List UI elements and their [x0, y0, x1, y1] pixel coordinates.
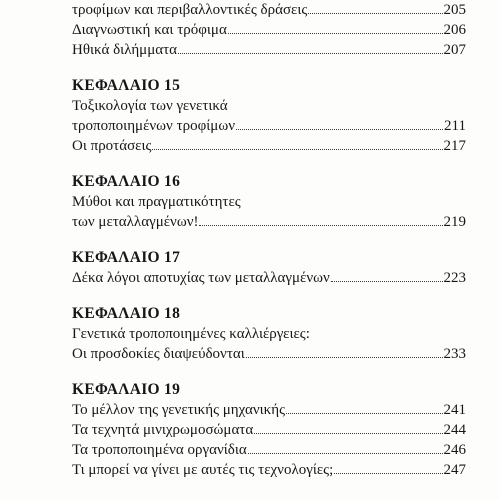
- chapter-section: [72, 304, 466, 364]
- toc-entry: [72, 40, 466, 60]
- dot-leader: [199, 225, 442, 226]
- entry-title: Τι μπορεί να γίνει με αυτές τις τεχνολογίες;: [72, 462, 334, 478]
- toc-entry: [72, 460, 466, 480]
- entry-title: τροφίμων και περιβαλλοντικές δράσεις: [72, 2, 308, 18]
- dot-leader: [286, 413, 442, 414]
- entry-title: Διαγνωστική και τρόφιμα: [72, 22, 227, 38]
- toc-continued-entries: [72, 0, 466, 60]
- entry-title: Το μέλλον της γενετικής μηχανικής: [72, 402, 286, 418]
- entry-title: τροποποιημένων τροφίμων: [72, 118, 235, 134]
- entry-title: Δέκα λόγοι αποτυχίας των μεταλλαγμένων: [72, 270, 330, 286]
- toc-entry: [72, 0, 466, 20]
- chapter-section: [72, 172, 466, 232]
- entry-title: Οι προσδοκίες διαψεύδονται: [72, 346, 245, 362]
- dot-leader: [254, 433, 442, 434]
- chapter-heading: ΚΕΦΑΛΑΙΟ 16: [72, 173, 181, 190]
- toc-entry: [72, 400, 466, 420]
- entry-title-line: Μύθοι και πραγματικότητες: [72, 194, 241, 210]
- page-number: 205: [443, 2, 466, 18]
- toc-entry: [72, 212, 466, 232]
- entry-title: Ηθικά διλήμματα: [72, 42, 178, 58]
- entry-title-line: Τοξικολογία των γενετικά: [72, 98, 228, 114]
- chapter-section: [72, 248, 466, 288]
- dot-leader: [331, 281, 443, 282]
- dot-leader: [178, 53, 442, 54]
- dot-leader: [246, 357, 443, 358]
- page-number: 206: [443, 22, 466, 38]
- dot-leader: [228, 33, 443, 34]
- toc-entry: [72, 136, 466, 156]
- toc-entry: [72, 268, 466, 288]
- dot-leader: [152, 149, 442, 150]
- page-number: 211: [444, 118, 466, 134]
- page-number: 244: [443, 422, 466, 438]
- entry-title: Οι προτάσεις: [72, 138, 152, 154]
- toc-entry: [72, 116, 466, 136]
- chapter-heading: ΚΕΦΑΛΑΙΟ 19: [72, 381, 181, 398]
- chapter-heading: ΚΕΦΑΛΑΙΟ 17: [72, 249, 181, 266]
- toc-entry: [72, 440, 466, 460]
- entry-title: Τα τεχνητά μινιχρωμοσώματα: [72, 422, 254, 438]
- table-of-contents: [72, 0, 466, 480]
- dot-leader: [308, 13, 442, 14]
- dot-leader: [248, 453, 443, 454]
- entry-title: των μεταλλαγμένων!: [72, 214, 199, 230]
- dot-leader: [334, 473, 442, 474]
- chapter-heading: ΚΕΦΑΛΑΙΟ 15: [72, 77, 181, 94]
- toc-entry: [72, 344, 466, 364]
- page-number: 223: [443, 270, 466, 286]
- chapter-heading: ΚΕΦΑΛΑΙΟ 18: [72, 305, 181, 322]
- page-number: 247: [443, 462, 466, 478]
- dot-leader: [236, 129, 443, 130]
- entry-title: Τα τροποποιημένα οργανίδια: [72, 442, 247, 458]
- page-number: 217: [443, 138, 466, 154]
- entry-title-line: Γενετικά τροποποιημένες καλλιέργειες:: [72, 326, 310, 342]
- toc-entry: [72, 420, 466, 440]
- toc-entry: [72, 20, 466, 40]
- chapter-section: [72, 76, 466, 156]
- page-number: 219: [443, 214, 466, 230]
- page-number: 207: [443, 42, 466, 58]
- page-number: 233: [443, 346, 466, 362]
- chapter-section: [72, 380, 466, 480]
- page-number: 246: [443, 442, 466, 458]
- page-number: 241: [443, 402, 466, 418]
